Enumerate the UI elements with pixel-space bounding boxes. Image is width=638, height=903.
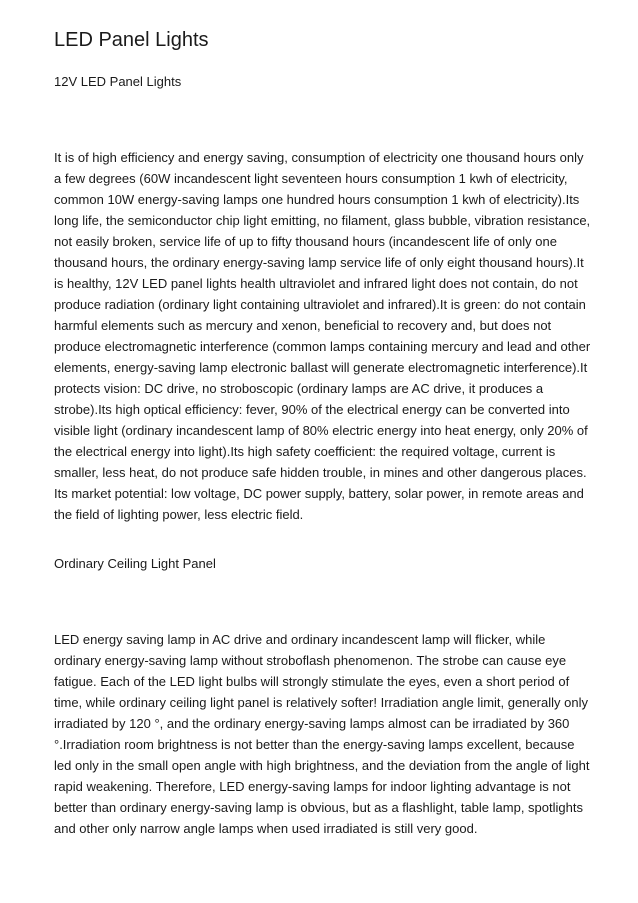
section-body-ordinary-ceiling-light-panel: LED energy saving lamp in AC drive and ordinary incandescent lamp will flicker, while ordinary energy-saving lamp without stroboflash phenomenon. The strobe can cause eye fatigue. Each of the LED light bulbs will strongly stimulate the eyes, even a short period of time, while ordinary ceiling light panel is relatively softer! Irradiation angle limit, generally only irradiated by 120 °, and the ordinary energy-saving lamps almost can be irradiated by 360 °.Irradiation room brightness is not better than the energy-saving lamps excellent, because led only in the small open angle with high brightness, and the deviation from the angle of light rapid weakening. Therefore, LED energy-saving lamps for indoor lighting advantage is not better than ordinary energy-saving lamp is obvious, but as a flashlight, table lamp, spotlights and other only narrow angle lamps when used irradiated is still very good. <box>54 632 590 836</box>
section-body-12v-led-panel-lights: It is of high efficiency and energy saving, consumption of electricity one thousand hours only a few degrees (60W incandescent light seventeen hours consumption 1 kwh of electricity, common 10W energy-saving lamps one hundred hours consumption 1 kwh of electricity).Its long life, the semiconductor chip light emitting, no filament, glass bubble, vibration resistance, not easily broken, service life of up to fifty thousand hours (incandescent life of only one thousand hours, the ordinary energy-saving lamp service life of only eight thousand hours).It is healthy, 12V LED panel lights health ultraviolet and infrared light does not contain, do not produce radiation (ordinary light containing ultraviolet and infrared).It is green: do not contain harmful elements such as mercury and xenon, beneficial to recovery and, but does not produce electromagnetic interference (common lamps containing mercury and lead and other elements, energy-saving lamp electronic ballast will generate electromagnetic interference).It protects vision: DC drive, no stroboscopic (ordinary lamps are AC drive, it produces a strobe).Its high optical efficiency: fever, 90% of the electrical energy can be converted into visible light (ordinary incandescent lamp of 80% electric energy into heat energy, only 20% of the electrical energy into light).Its high safety coefficient: the required voltage, current is smaller, less heat, do not produce safe hidden trouble, in mines and other dangerous places. Its market potential: low voltage, DC power supply, battery, solar power, in remote areas and the field of lighting power, less electric field. <box>54 150 591 522</box>
document-title: LED Panel Lights <box>54 29 209 51</box>
section-heading-ordinary-ceiling-light-panel: Ordinary Ceiling Light Panel <box>54 556 216 571</box>
section-heading-12v-led-panel-lights: 12V LED Panel Lights <box>54 74 182 89</box>
